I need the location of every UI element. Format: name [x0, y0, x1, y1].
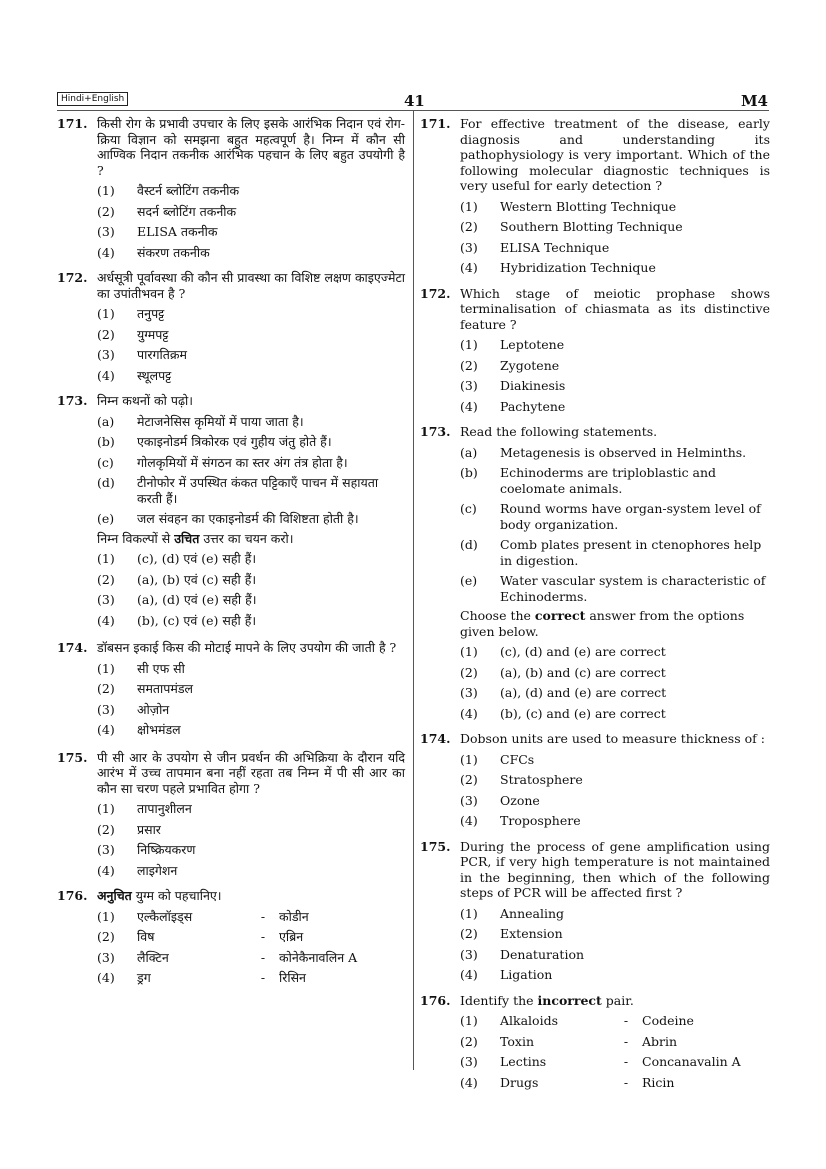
stem-text: pair.: [601, 992, 634, 1008]
option-1: [460, 644, 770, 660]
option-number: (4): [97, 244, 115, 260]
option-number: (1): [460, 751, 478, 767]
instruction-part: answer from the options given below.: [460, 608, 745, 639]
statement-label: (c): [97, 454, 114, 470]
stem-text: Identify the: [460, 992, 538, 1008]
option-number: (2): [460, 357, 478, 373]
option-number: (3): [460, 685, 478, 700]
option-4: [460, 813, 770, 829]
option-number: (2): [97, 821, 115, 837]
pair-left: ड्रग: [137, 970, 151, 985]
option-text: (c), (d) एवं (e) सही हैं।: [137, 551, 257, 566]
statement-text: एकाइनोडर्म त्रिकोरक एवं गुहीय जंतु होते हैं।: [137, 434, 332, 449]
option-number: (1): [97, 551, 115, 566]
option-number: (2): [460, 772, 478, 787]
option-text: पारगतिक्रम: [137, 347, 187, 362]
statement-item: [97, 511, 405, 527]
question-body: [460, 424, 770, 721]
option-pair: [137, 909, 405, 925]
option-3: [97, 702, 405, 718]
question-stem: अर्धसूत्री पूर्वावस्था की कौन सी प्रावस्था का विशिष्ट लक्षण काइएज्मेटा का उपांतीभवन है ?: [97, 270, 405, 301]
question-176: [420, 993, 770, 1091]
question-174: [57, 640, 405, 738]
option-number: (4): [460, 967, 478, 982]
instruction-part: निम्न विकल्पों से: [97, 530, 175, 546]
question-stem: During the process of gene amplification using PCR, if very high temperature is not maintained in the beginning, then which of the following steps of PCR will be affected first ?: [460, 838, 770, 900]
statement-item: [460, 537, 770, 568]
option-4: [97, 368, 405, 384]
instruction-keyword: उचित: [174, 530, 200, 546]
option-1: [97, 183, 405, 199]
option-4: [460, 967, 770, 983]
statement-label: (b): [460, 465, 478, 480]
english-column: [420, 116, 770, 1090]
question-stem: Which stage of meiotic prophase shows terminalisation of chiasmata as its distinctive feature ?: [460, 285, 770, 332]
question-176: [57, 888, 405, 986]
pair-left: Lectins: [500, 1054, 547, 1069]
option-text: (b), (c) and (e) are correct: [500, 705, 666, 721]
option-number: (1): [97, 306, 115, 321]
option-text: तापानुशीलन: [137, 801, 192, 816]
option-text: Diakinesis: [500, 378, 566, 393]
pair-left: विष: [137, 929, 155, 944]
option-2: [97, 681, 405, 697]
stem-text: युग्म को पहचानिए।: [131, 888, 222, 903]
statement-text: Round worms have organ-system level of body organization.: [500, 501, 761, 532]
statement-item: [97, 434, 405, 450]
option-number: (2): [460, 1033, 478, 1049]
option-text: (c), (d) and (e) are correct: [500, 644, 666, 659]
option-text: (b), (c) एवं (e) सही हैं।: [137, 612, 257, 628]
option-number: (1): [97, 908, 115, 924]
option-number: (2): [460, 664, 478, 680]
option-number: (1): [460, 198, 478, 214]
option-1: [460, 337, 770, 353]
pair-left: Drugs: [500, 1074, 539, 1090]
question-number: 175.: [57, 749, 88, 765]
option-number: (3): [460, 239, 478, 255]
option-text: Ozone: [500, 792, 540, 808]
question-number: 172.: [57, 270, 88, 285]
pair-right: Ricin: [642, 1074, 675, 1090]
option-number: (2): [97, 929, 115, 944]
option-3: [97, 842, 405, 858]
question-body: [460, 116, 770, 276]
question-stem: Read the following statements.: [460, 424, 658, 439]
option-text: संकरण तकनीक: [137, 244, 210, 260]
option-2: [460, 358, 770, 374]
statement-text: जल संवहन का एकाइनोडर्म की विशिष्टता होती है।: [137, 511, 359, 526]
option-text: स्थूलपट्ट: [137, 367, 172, 383]
instruction-keyword: correct: [534, 608, 586, 623]
pair-right: एब्रिन: [279, 929, 304, 944]
option-number: (4): [460, 260, 478, 275]
question-171: [57, 116, 405, 260]
option-1: [97, 551, 405, 567]
statement-label: (b): [97, 434, 115, 449]
option-3: [97, 950, 405, 966]
question-number: 174.: [57, 640, 88, 655]
language-tag: Hindi+English: [57, 92, 128, 106]
option-2: [97, 572, 405, 588]
question-body: [97, 393, 405, 628]
option-2: [97, 822, 405, 838]
option-number: (3): [460, 946, 478, 962]
pair-dash: -: [260, 908, 266, 924]
option-text: (a), (b) and (c) are correct: [500, 664, 666, 680]
pair-right: रिसिन: [279, 970, 306, 985]
option-3: [460, 685, 770, 701]
pair-right: कोनेकैनावलिन A: [279, 949, 358, 965]
option-2: [460, 926, 770, 942]
question-body: [97, 888, 405, 986]
question-172: [420, 286, 770, 415]
statement-text: Metagenesis is observed in Helminths.: [500, 444, 747, 460]
option-text: (a), (d) and (e) are correct: [500, 685, 667, 700]
question-stem: For effective treatment of the disease, early diagnosis and understanding its pathophysiology is very important. Which of the following molecular diagnostic techniques is very useful for early detection ?: [460, 116, 770, 193]
option-4: [460, 260, 770, 276]
option-3: [460, 1054, 770, 1070]
option-text: Denaturation: [500, 946, 585, 962]
option-text: Zygotene: [500, 357, 560, 373]
statement-label: (a): [97, 413, 115, 429]
instruction-part: Choose the: [460, 608, 535, 623]
option-3: [97, 347, 405, 363]
option-text: CFCs: [500, 751, 535, 767]
question-body: [97, 640, 405, 738]
option-text: (a), (b) एवं (c) सही हैं।: [137, 571, 257, 587]
statement-label: (a): [460, 444, 478, 460]
option-text: Troposphere: [500, 813, 581, 828]
statement-text: मेटाजनेसिस कृमियों में पाया जाता है।: [137, 413, 304, 429]
question-stem: किसी रोग के प्रभावी उपचार के लिए इसके आरंभिक निदान एवं रोग-क्रिया विज्ञान को समझना बहुत महत्वपूर्ण है। निम्न में कौन सी आण्विक निदान तकनीक आरंभिक पहचान के लिए बहुत उपयोगी है ?: [97, 116, 405, 178]
question-172: [57, 270, 405, 383]
option-number: (1): [97, 660, 115, 676]
option-4: [97, 722, 405, 738]
option-number: (4): [460, 813, 478, 828]
option-number: (4): [97, 612, 115, 628]
option-number: (4): [97, 367, 115, 383]
pair-right: Abrin: [642, 1033, 678, 1049]
pair-right: Concanavalin A: [642, 1054, 741, 1069]
statement-item: [97, 475, 405, 506]
question-171: [420, 116, 770, 276]
option-2: [460, 772, 770, 788]
option-number: (3): [460, 378, 478, 393]
option-number: (1): [97, 801, 115, 816]
option-pair: [500, 1075, 770, 1091]
statement-text: Comb plates present in ctenophores help in digestion.: [500, 537, 762, 568]
option-text: सदर्न ब्लोटिंग तकनीक: [137, 203, 237, 219]
option-number: (1): [97, 183, 115, 198]
question-number: 176.: [420, 992, 451, 1008]
option-number: (4): [460, 705, 478, 721]
pair-dash: -: [260, 949, 266, 965]
option-4: [97, 970, 405, 986]
question-number: 173.: [420, 424, 451, 439]
option-number: (1): [460, 337, 478, 352]
pair-left: Toxin: [500, 1033, 534, 1049]
question-stem: पी सी आर के उपयोग से जीन प्रवर्धन की अभिक्रिया के दौरान यदि आरंभ में उच्च तापमान बना नहीं रहता तब निम्न में पी सी आर का कौन सा चरण पहले प्रभावित होगा ?: [97, 749, 405, 796]
stem-keyword: अनुचित: [97, 888, 132, 903]
statement-item: [460, 445, 770, 461]
statement-item: [460, 573, 770, 604]
option-3: [460, 240, 770, 256]
option-number: (3): [97, 592, 115, 607]
option-3: [460, 947, 770, 963]
option-number: (3): [97, 701, 115, 717]
option-text: Hybridization Technique: [500, 260, 656, 275]
option-pair: [500, 1054, 770, 1070]
pair-dash: -: [623, 1033, 629, 1049]
option-text: (a), (d) एवं (e) सही हैं।: [137, 592, 257, 607]
option-pair: [137, 929, 405, 945]
option-number: (1): [460, 1013, 478, 1028]
option-number: (4): [460, 1074, 478, 1090]
option-pair: [500, 1034, 770, 1050]
option-pair: [137, 970, 405, 986]
option-text: Extension: [500, 926, 563, 941]
option-1: [97, 306, 405, 322]
pair-right: Codeine: [642, 1013, 694, 1028]
option-1: [460, 1013, 770, 1029]
statement-item: [460, 501, 770, 532]
option-1: [97, 801, 405, 817]
option-number: (1): [460, 905, 478, 921]
pair-dash: -: [260, 929, 266, 944]
option-text: क्षोभमंडल: [137, 722, 181, 737]
stem-keyword: incorrect: [537, 992, 602, 1008]
option-1: [97, 661, 405, 677]
question-stem: [97, 888, 405, 904]
question-body: [97, 270, 405, 383]
option-number: (2): [97, 203, 115, 219]
question-175: [420, 839, 770, 983]
option-text: समतापमंडल: [137, 681, 194, 696]
option-text: Annealing: [500, 905, 565, 921]
question-number: 176.: [57, 888, 88, 903]
question-number: 172.: [420, 285, 451, 301]
option-2: [460, 665, 770, 681]
pair-dash: -: [623, 1054, 629, 1069]
pair-dash: -: [260, 970, 266, 985]
question-173: [420, 424, 770, 721]
question-number: 174.: [420, 731, 451, 746]
option-text: सी एफ सी: [137, 660, 185, 676]
option-4: [460, 399, 770, 415]
question-body: [460, 993, 770, 1091]
option-number: (3): [460, 1054, 478, 1069]
question-number: 171.: [57, 116, 88, 131]
question-175: [57, 750, 405, 879]
option-text: निष्क्रियकरण: [137, 842, 196, 857]
question-stem: निम्न कथनों को पढ़ो।: [97, 393, 193, 408]
option-2: [97, 204, 405, 220]
option-number: (3): [97, 842, 115, 857]
option-text: तनुपट्ट: [137, 306, 165, 321]
statement-label: (d): [97, 475, 115, 490]
pair-left: एल्कैलॉइड्स: [137, 908, 193, 924]
pair-left: लैक्टिन: [137, 949, 169, 965]
question-number: 171.: [420, 116, 451, 131]
option-3: [460, 793, 770, 809]
option-2: [97, 327, 405, 343]
statement-text: टीनोफोर में उपस्थित कंकत पट्टिकाएँ पाचन में सहायता करती हैं।: [137, 475, 379, 506]
option-number: (4): [97, 862, 115, 878]
option-text: Pachytene: [500, 398, 566, 414]
option-number: (3): [460, 792, 478, 808]
option-text: ELISA तकनीक: [137, 224, 218, 239]
question-number: 173.: [57, 393, 88, 408]
statement-text: Water vascular system is characteristic of Echinoderms.: [500, 573, 766, 604]
instruction-text: [460, 608, 770, 639]
pair-dash: -: [623, 1013, 629, 1028]
statement-text: Echinoderms are triploblastic and coelomate animals.: [500, 465, 717, 496]
statement-text: गोलकृमियों में संगठन का स्तर अंग तंत्र होता है।: [137, 454, 348, 470]
statement-item: [460, 465, 770, 496]
option-1: [460, 906, 770, 922]
column-divider: [413, 110, 414, 1070]
option-text: वैस्टर्न ब्लोटिंग तकनीक: [137, 183, 240, 198]
question-174: [420, 731, 770, 829]
option-4: [97, 613, 405, 629]
option-number: (2): [97, 326, 115, 342]
option-3: [460, 378, 770, 394]
pair-right: कोडीन: [279, 908, 309, 924]
question-body: [97, 116, 405, 260]
statement-label: (e): [460, 573, 478, 588]
option-2: [97, 929, 405, 945]
option-text: प्रसार: [137, 821, 161, 837]
option-text: Ligation: [500, 967, 553, 982]
option-text: ओज़ोन: [137, 701, 170, 717]
option-number: (4): [97, 970, 115, 985]
option-text: Stratosphere: [500, 772, 583, 787]
option-pair: [500, 1013, 770, 1029]
option-text: ELISA Technique: [500, 239, 610, 255]
question-body: [97, 750, 405, 879]
option-3: [97, 592, 405, 608]
option-number: (4): [97, 722, 115, 737]
question-body: [460, 731, 770, 829]
question-173: [57, 393, 405, 628]
option-number: (2): [460, 219, 478, 234]
option-pair: [137, 950, 405, 966]
option-number: (4): [460, 398, 478, 414]
instruction-part: उत्तर का चयन करो।: [199, 530, 294, 546]
option-text: लाइगेशन: [137, 862, 178, 878]
question-body: [460, 839, 770, 983]
pair-dash: -: [623, 1074, 629, 1090]
hindi-column: [57, 116, 405, 986]
option-1: [460, 199, 770, 215]
statement-item: [97, 414, 405, 430]
statement-label: (e): [97, 511, 115, 526]
option-4: [460, 706, 770, 722]
statement-label: (c): [460, 501, 477, 516]
option-4: [97, 863, 405, 879]
statement-label: (d): [460, 537, 478, 552]
page-number: 41: [404, 92, 425, 110]
option-1: [97, 909, 405, 925]
question-stem: डॉबसन इकाई किस की मोटाई मापने के लिए उपयोग की जाती है ?: [97, 640, 397, 655]
statement-item: [97, 455, 405, 471]
option-number: (2): [460, 926, 478, 941]
option-number: (2): [97, 571, 115, 587]
pair-left: Alkaloids: [500, 1013, 558, 1028]
option-number: (3): [97, 949, 115, 965]
option-1: [460, 752, 770, 768]
option-number: (3): [97, 224, 115, 239]
question-body: [460, 286, 770, 415]
option-text: Southern Blotting Technique: [500, 219, 683, 234]
booklet-code: M4: [740, 92, 768, 110]
option-2: [460, 219, 770, 235]
option-text: Leptotene: [500, 337, 565, 352]
option-4: [460, 1075, 770, 1091]
question-number: 175.: [420, 838, 451, 854]
option-text: युग्मपट्ट: [137, 326, 169, 342]
option-number: (3): [97, 347, 115, 362]
option-3: [97, 224, 405, 240]
option-number: (2): [97, 681, 115, 696]
option-text: Western Blotting Technique: [500, 198, 677, 214]
option-2: [460, 1034, 770, 1050]
instruction-text: [97, 531, 405, 547]
question-stem: [460, 993, 770, 1009]
question-stem: Dobson units are used to measure thickness of :: [460, 731, 765, 746]
option-number: (1): [460, 644, 478, 659]
option-4: [97, 245, 405, 261]
